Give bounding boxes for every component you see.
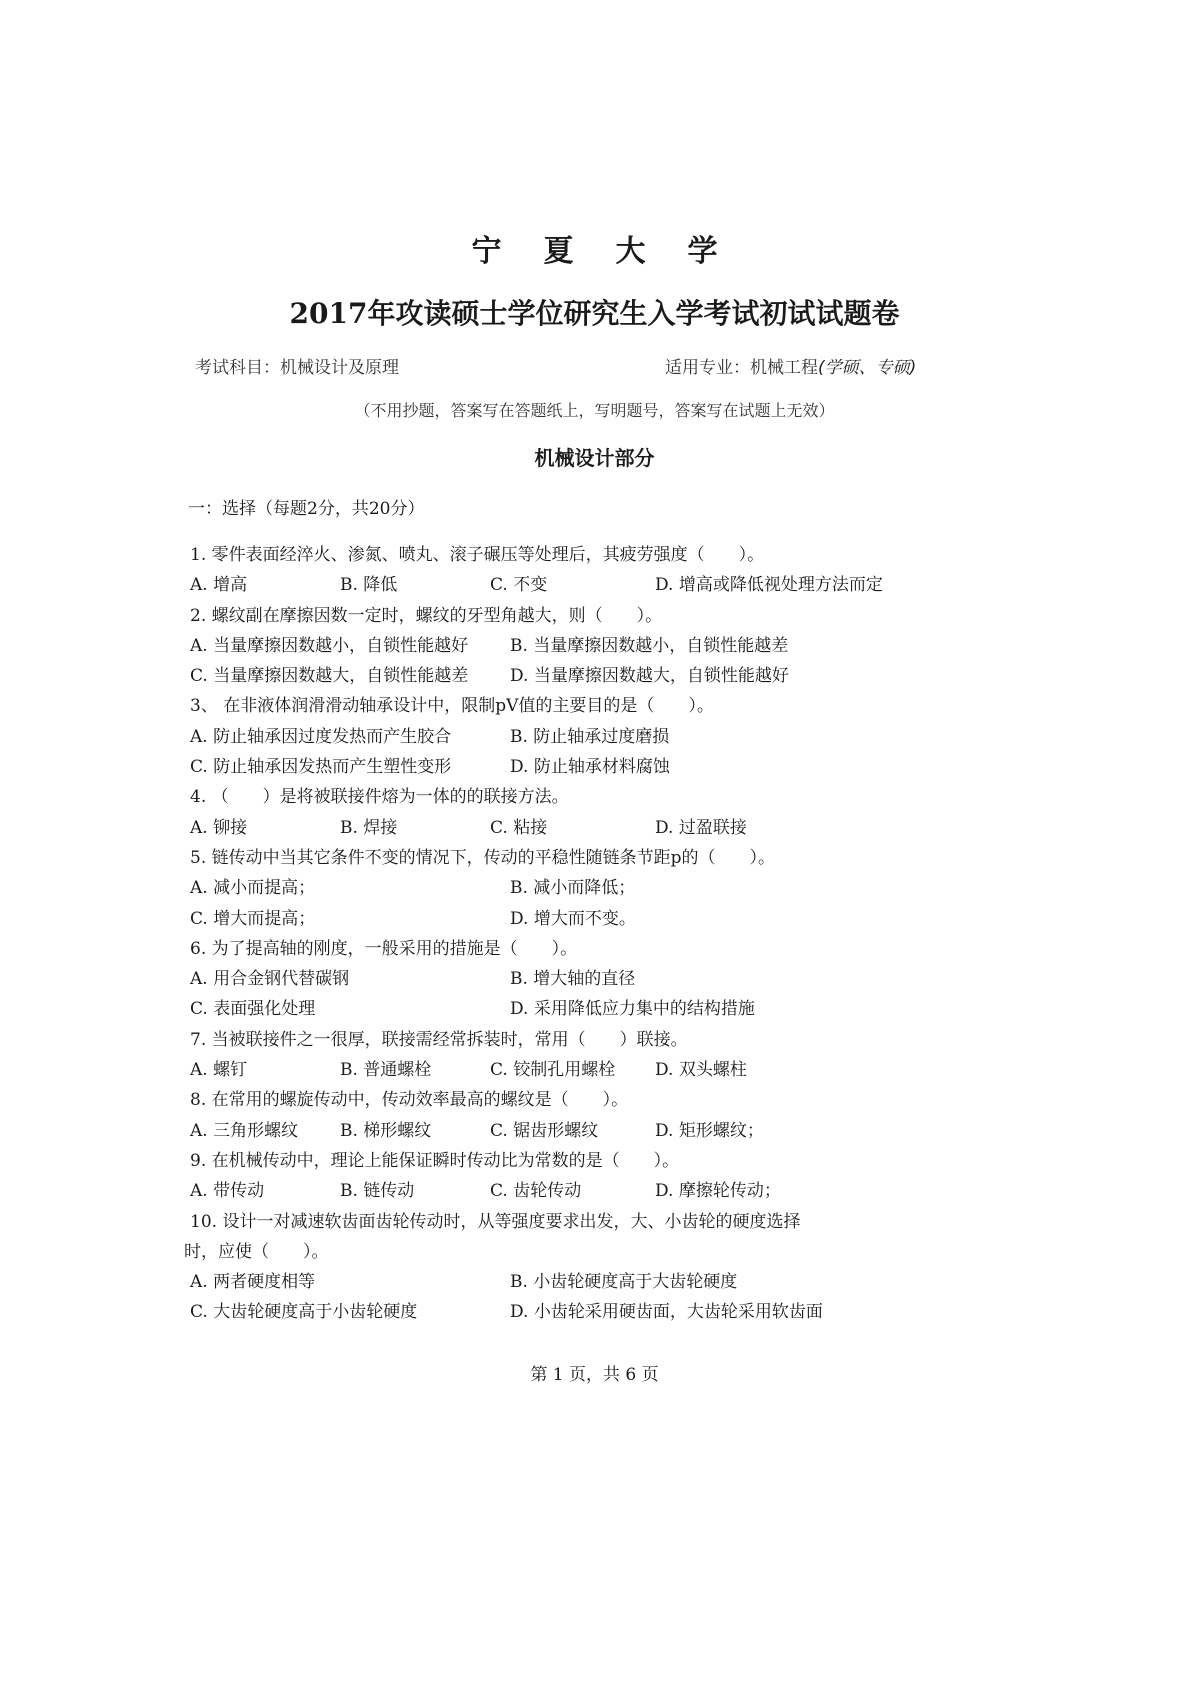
option-d: D. 增高或降低视处理方法而定 bbox=[655, 575, 883, 596]
option-a: A. 两者硬度相等 bbox=[190, 1272, 316, 1293]
question-text-continued: 时，应使（ ）。 bbox=[184, 1241, 329, 1262]
option-d: D. 过盈联接 bbox=[655, 817, 747, 838]
option-a: A. 带传动 bbox=[190, 1181, 265, 1202]
major-label: 适用专业： bbox=[665, 358, 750, 378]
question-text: 在常用的螺旋传动中，传动效率最高的螺纹是（ ）。 bbox=[211, 1090, 629, 1111]
options-row bbox=[190, 964, 1030, 994]
option-b: B. 防止轴承过度磨损 bbox=[510, 726, 670, 747]
options-row bbox=[190, 813, 1030, 843]
question-stem bbox=[190, 934, 1030, 964]
option-b: B. 当量摩擦因数越小，自锁性能越差 bbox=[510, 635, 789, 656]
option-d: D. 防止轴承材料腐蚀 bbox=[510, 757, 670, 778]
question-number: 2. bbox=[190, 605, 207, 626]
option-c: C. 大齿轮硬度高于小齿轮硬度 bbox=[190, 1302, 418, 1323]
question-number: 1. bbox=[190, 545, 207, 565]
question-number: 7. bbox=[190, 1029, 207, 1050]
question-text: 在非液体润滑滑动轴承设计中，限制pV值的主要目的是（ ）。 bbox=[223, 696, 714, 717]
options-row bbox=[190, 994, 1030, 1024]
option-a: A. 三角形螺纹 bbox=[190, 1120, 299, 1141]
options-row bbox=[190, 1116, 1030, 1146]
section-title: 机械设计部分 bbox=[534, 446, 655, 470]
options-row bbox=[190, 904, 1030, 934]
option-c: C. 锯齿形螺纹 bbox=[490, 1120, 599, 1141]
option-a: A. 防止轴承因过度发热而产生胶合 bbox=[190, 726, 452, 747]
exam-subject bbox=[195, 353, 399, 378]
option-b: B. 梯形螺纹 bbox=[340, 1120, 432, 1141]
options-row bbox=[190, 631, 1030, 661]
option-c: C. 增大而提高； bbox=[190, 908, 316, 929]
question-stem bbox=[190, 1207, 1030, 1237]
exam-title: 2017年攻读硕士学位研究生入学考试初试试题卷 bbox=[289, 297, 900, 330]
question-stem bbox=[190, 540, 1030, 570]
question-number: 3、 bbox=[190, 696, 218, 717]
option-b: B. 小齿轮硬度高于大齿轮硬度 bbox=[510, 1272, 738, 1293]
option-a: A. 减小而提高； bbox=[190, 878, 316, 899]
option-d: D. 矩形螺纹； bbox=[655, 1120, 764, 1141]
question-stem bbox=[190, 843, 1030, 873]
question-text: 设计一对减速软齿面齿轮传动时，从等强度要求出发，大、小齿轮的硬度选择 bbox=[222, 1211, 801, 1232]
option-b: B. 焊接 bbox=[340, 817, 398, 838]
question-text: 为了提高轴的刚度，一般采用的措施是（ ）。 bbox=[211, 938, 578, 959]
question-number: 4. bbox=[190, 787, 207, 808]
question-number: 10. bbox=[190, 1211, 218, 1232]
question-list bbox=[184, 540, 1030, 1328]
question-stem bbox=[190, 1085, 1030, 1115]
option-c: C. 粘接 bbox=[490, 817, 548, 838]
question-number: 9. bbox=[190, 1150, 207, 1171]
option-a: A. 用合金钢代替碳钢 bbox=[190, 969, 350, 990]
option-c: C. 铰制孔用螺栓 bbox=[490, 1060, 616, 1081]
subject-value: 机械设计及原理 bbox=[280, 358, 399, 378]
option-d: D. 采用降低应力集中的结构措施 bbox=[510, 999, 755, 1020]
option-b: B. 增大轴的直径 bbox=[510, 969, 636, 990]
option-a: A. 增高 bbox=[190, 575, 248, 596]
options-row bbox=[190, 1055, 1030, 1085]
option-d: D. 双头螺柱 bbox=[655, 1060, 747, 1081]
applicable-major bbox=[665, 353, 916, 378]
option-b: B. 链传动 bbox=[340, 1181, 415, 1202]
option-a: A. 当量摩擦因数越小，自锁性能越好 bbox=[190, 635, 469, 656]
option-d: D. 摩擦轮传动； bbox=[655, 1181, 781, 1202]
options-row bbox=[190, 752, 1030, 782]
option-a: A. 螺钉 bbox=[190, 1060, 248, 1081]
options-row bbox=[190, 661, 1030, 691]
question-number: 8. bbox=[190, 1090, 207, 1111]
major-handwritten-note: (学硕、专硕) bbox=[818, 358, 917, 378]
option-b: B. 普通螺栓 bbox=[340, 1060, 432, 1081]
options-row bbox=[190, 873, 1030, 903]
option-d: D. 小齿轮采用硬齿面，大齿轮采用软齿面 bbox=[510, 1302, 823, 1323]
option-c: C. 当量摩擦因数越大，自锁性能越差 bbox=[190, 666, 469, 687]
option-b: B. 降低 bbox=[340, 575, 398, 596]
question-text: 零件表面经淬火、渗氮、喷丸、滚子碾压等处理后，其疲劳强度（ ）。 bbox=[211, 545, 765, 565]
option-a: A. 铆接 bbox=[190, 817, 248, 838]
option-c: C. 防止轴承因发热而产生塑性变形 bbox=[190, 757, 452, 778]
option-d: D. 当量摩擦因数越大，自锁性能越好 bbox=[510, 666, 789, 687]
options-row bbox=[190, 1297, 1030, 1327]
options-row bbox=[190, 570, 1030, 600]
question-text: （ ）是将被联接件熔为一体的的联接方法。 bbox=[211, 787, 569, 808]
part-one-heading: 一：选择（每题2分，共20分） bbox=[188, 499, 425, 519]
question-stem bbox=[190, 1025, 1030, 1055]
option-c: C. 表面强化处理 bbox=[190, 999, 316, 1020]
options-row bbox=[190, 1267, 1030, 1297]
university-name: 宁夏大学 bbox=[471, 234, 760, 269]
page-footer: 第 1 页，共 6 页 bbox=[530, 1365, 659, 1385]
option-c: C. 不变 bbox=[490, 575, 548, 596]
question-text: 螺纹副在摩擦因数一定时，螺纹的牙型角越大，则（ ）。 bbox=[211, 605, 663, 626]
options-row bbox=[190, 1176, 1030, 1206]
question-stem bbox=[190, 782, 1030, 812]
option-d: D. 增大而不变。 bbox=[510, 908, 636, 929]
answer-notice: （不用抄题，答案写在答题纸上，写明题号，答案写在试题上无效） bbox=[354, 401, 835, 420]
question-stem bbox=[190, 691, 1030, 721]
question-text: 链传动中当其它条件不变的情况下，传动的平稳性随链条节距p的（ ）。 bbox=[211, 847, 776, 868]
question-stem bbox=[190, 1146, 1030, 1176]
subject-label: 考试科目： bbox=[195, 358, 280, 378]
question-number: 6. bbox=[190, 938, 207, 959]
option-c: C. 齿轮传动 bbox=[490, 1181, 582, 1202]
question-stem bbox=[190, 601, 1030, 631]
major-value: 机械工程 bbox=[750, 358, 818, 378]
option-b: B. 减小而降低； bbox=[510, 878, 636, 899]
question-number: 5. bbox=[190, 847, 207, 868]
question-text: 当被联接件之一很厚，联接需经常拆装时，常用（ ）联接。 bbox=[211, 1029, 688, 1050]
options-row bbox=[190, 722, 1030, 752]
question-text: 在机械传动中，理论上能保证瞬时传动比为常数的是（ ）。 bbox=[211, 1150, 680, 1171]
